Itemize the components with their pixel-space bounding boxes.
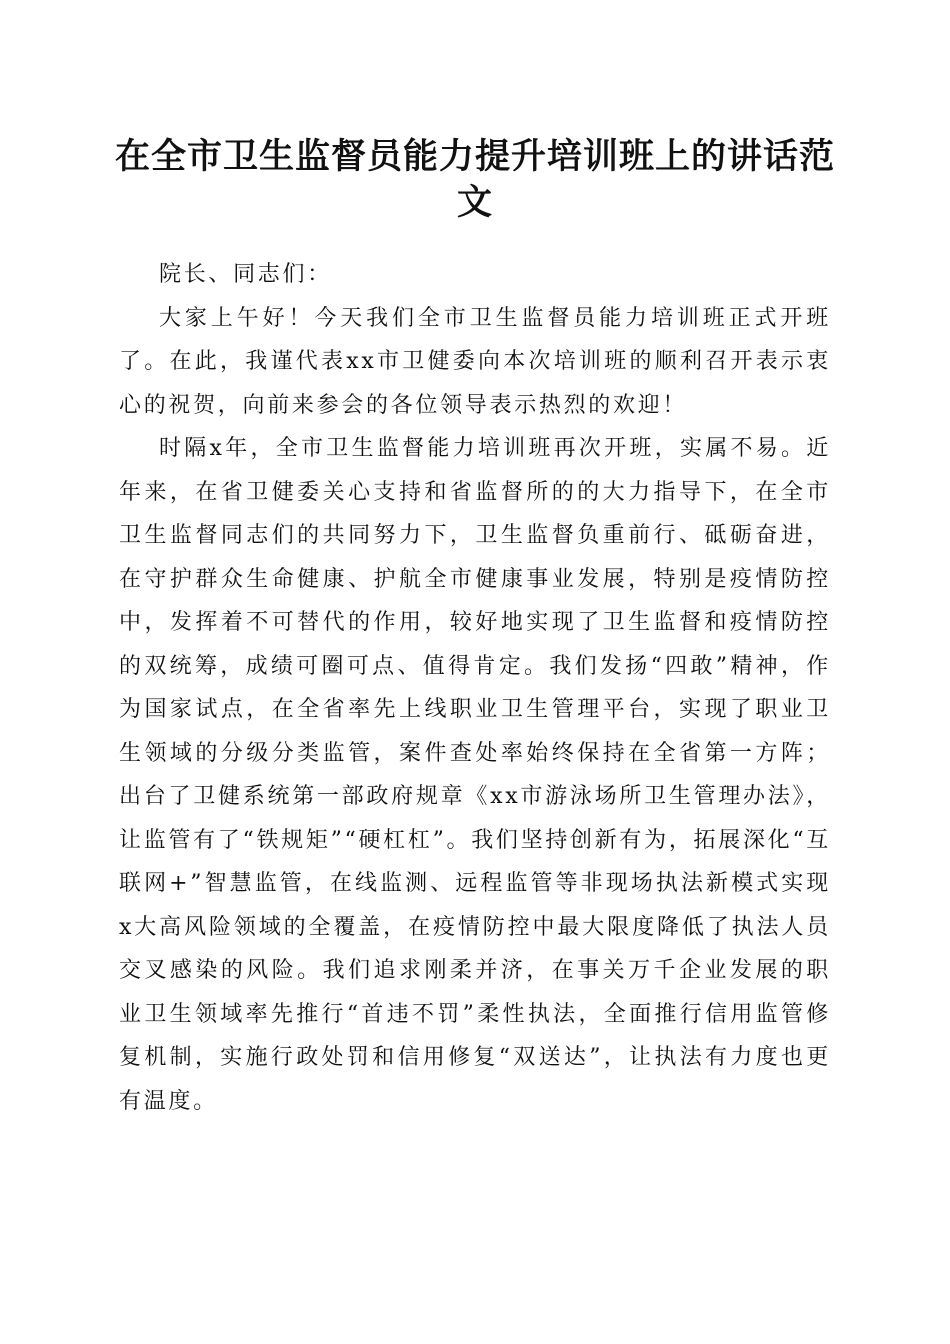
document-body bbox=[119, 253, 831, 1123]
document-title: 在全市卫生监督员能力提升培训班上的讲话范文 bbox=[114, 136, 835, 223]
salutation: 院长、同志们： bbox=[159, 262, 332, 287]
paragraph-1: 大家上午好！今天我们全市卫生监督员能力培训班正式开班了。在此，我谨代表xx市卫健委向本次培训班的顺利召开表示衷心的祝贺，向前来参会的各位领导表示热烈的欢迎！ bbox=[119, 305, 831, 418]
paragraph-2: 时隔x年，全市卫生监督能力培训班再次开班，实属不易。近年来，在省卫健委关心支持和省监督所的的大力指导下，在全市卫生监督同志们的共同努力下，卫生监督负重前行、砥砺奋进，在守护群众生命健康、护航全市健康事业发展，特别是疫情防控中，发挥着不可替代的作用，较好地实现了卫生监督和疫情防控的双统筹，成绩可圈可点、值得肯定。我们发扬“四敢”精神，作为国家试点，在全省率先上线职业卫生管理平台，实现了职业卫生领域的分级分类监管，案件查处率始终保持在全省第一方阵；出台了卫健系统第一部政府规章《xx市游泳场所卫生管理办法》，让监管有了“铁规矩”“硬杠杠”。我们坚持创新有为，拓展深化“互联网+”智慧监管，在线监测、远程监管等非现场执法新模式实现x大高风险领域的全覆盖，在疫情防控中最大限度降低了执法人员交叉感染的风险。我们追求刚柔并济，在事关万千企业发展的职业卫生领域率先推行“首违不罚”柔性执法，全面推行信用监管修复机制，实施行政处罚和信用修复“双送达”，让执法有力度也更有温度。 bbox=[119, 436, 831, 1114]
